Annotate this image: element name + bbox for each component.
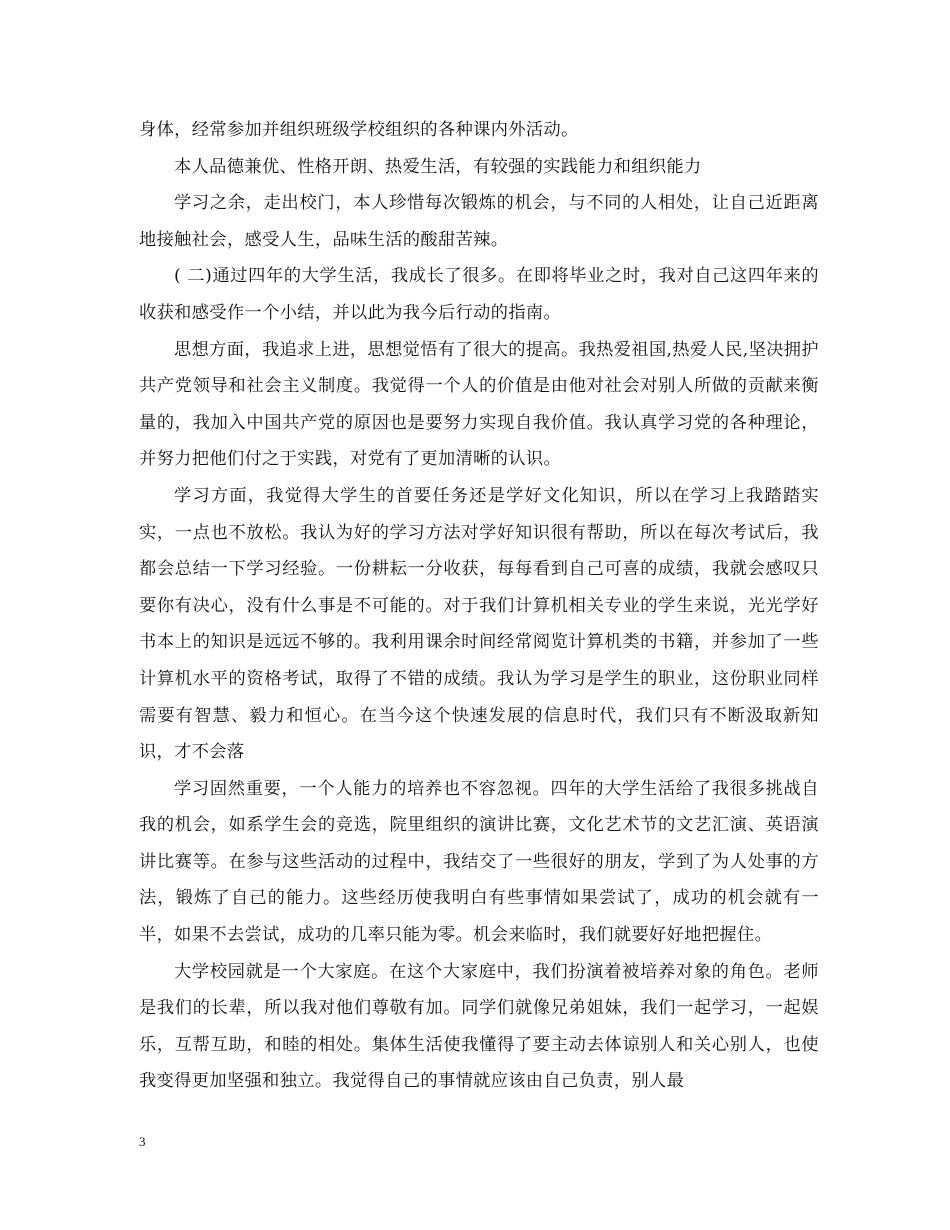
paragraph-4: ( 二)通过四年的大学生活，我成长了很多。在即将毕业之时，我对自己这四年来的收获和感受作一个小结，并以此为我今后行动的指南。 (139, 266, 819, 323)
body-text (139, 112, 819, 1100)
paragraph-1: 身体，经常参加并组织班级学校组织的各种课内外活动。 (139, 120, 579, 140)
paragraph-6: 学习方面，我觉得大学生的首要任务还是学好文化知识，所以在学习上我踏踏实实，一点也不放松。我认为好的学习方法对学好知识很有帮助，所以在每次考试后，我都会总结一下学习经验。一份耕耘一分收获，每每看到自己可喜的成绩，我就会感叹只要你有决心，没有什么事是不可能的。对于我们计算机相关专业的学生来说，光光学好书本上的知识是远远不够的。我利用课余时间经常阅览计算机类的书籍，并参加了一些计算机水平的资格考试，取得了不错的成绩。我认为学习是学生的职业，这份职业同样需要有智慧、毅力和恒心。在当今这个快速发展的信息时代，我们只有不断汲取新知识，才不会落 (139, 485, 819, 763)
paragraph-8: 大学校园就是一个大家庭。在这个大家庭中，我们扮演着被培养对象的角色。老师是我们的长辈，所以我对他们尊敬有加。同学们就像兄弟姐妹，我们一起学习，一起娱乐，互帮互助，和睦的相处。集体生活使我懂得了要主动去体谅别人和关心别人，也使我变得更加坚强和独立。我觉得自己的事情就应该由自己负责，别人最 (139, 961, 819, 1092)
paragraph-5: 思想方面，我追求上进，思想觉悟有了很大的提高。我热爱祖国,热爱人民,坚决拥护共产党领导和社会主义制度。我觉得一个人的价值是由他对社会对别人所做的贡献来衡量的，我加入中国共产党的原因也是要努力实现自我价值。我认真学习党的各种理论，并努力把他们付之于实践，对党有了更加清晰的认识。 (139, 339, 819, 470)
paragraph-7: 学习固然重要，一个人能力的培养也不容忽视。四年的大学生活给了我很多挑战自我的机会，如系学生会的竞选，院里组织的演讲比赛，文化艺术节的文艺汇演、英语演讲比赛等。在参与这些活动的过程中，我结交了一些很好的朋友，学到了为人处事的方法，锻炼了自己的能力。这些经历使我明白有些事情如果尝试了，成功的机会就有一半，如果不去尝试，成功的几率只能为零。机会来临时，我们就要好好地把握住。 (139, 778, 819, 946)
paragraph-2: 本人品德兼优、性格开朗、热爱生活，有较强的实践能力和组织能力 (174, 156, 702, 177)
paragraph-3: 学习之余，走出校门，本人珍惜每次锻炼的机会，与不同的人相处，让自己近距离地接触社会，感受人生，品味生活的酸甜苦辣。 (139, 193, 819, 250)
page-number: 3 (139, 1134, 146, 1149)
